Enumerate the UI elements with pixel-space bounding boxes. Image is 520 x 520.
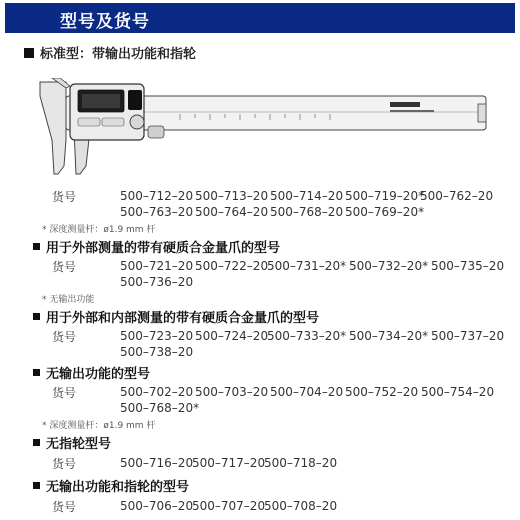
item-code: 500–731–20* bbox=[267, 259, 347, 273]
item-code: 500–707–20 bbox=[192, 499, 266, 513]
section-title-text: 无指轮型号 bbox=[46, 437, 112, 452]
header-bar bbox=[5, 3, 515, 33]
item-code: 500–768–20 bbox=[270, 205, 344, 219]
codes-row-1 bbox=[120, 384, 494, 400]
item-number-label: 货号 bbox=[52, 260, 77, 274]
item-code: 500–719–20* bbox=[345, 189, 425, 203]
main-section-title-text: 标准型：带输出功能和指轮 bbox=[40, 47, 197, 62]
section-title bbox=[33, 433, 111, 452]
section-title-text: 用于外部测量的带有硬质合金量爪的型号 bbox=[46, 241, 281, 256]
item-code: 500–736–20 bbox=[120, 275, 194, 289]
item-code: 500–768–20* bbox=[120, 401, 200, 415]
footnote: * 无输出功能 bbox=[42, 295, 95, 305]
item-code: 500–763–20 bbox=[120, 205, 194, 219]
item-code: 500–734–20* bbox=[349, 329, 429, 343]
item-code: 500–737–20 bbox=[431, 329, 505, 343]
item-code: 500–703–20 bbox=[195, 385, 269, 399]
main-section-title bbox=[24, 43, 196, 62]
item-code: 500–702–20 bbox=[120, 385, 194, 399]
caliper-image bbox=[30, 78, 490, 178]
main-codes bbox=[120, 188, 493, 220]
item-number-label: 货号 bbox=[52, 457, 77, 471]
square-bullet-icon bbox=[33, 243, 40, 250]
item-code: 500–762–20 bbox=[420, 189, 494, 203]
codes-row-2 bbox=[120, 274, 504, 290]
item-code: 500–706–20 bbox=[120, 499, 194, 513]
item-code: 500–769–20* bbox=[345, 205, 425, 219]
item-number-label: 货号 bbox=[52, 190, 77, 204]
item-code: 500–708–20 bbox=[264, 499, 338, 513]
codes-row-1 bbox=[120, 258, 504, 274]
item-code: 500–716–20 bbox=[120, 456, 194, 470]
page-title: 型号及货号 bbox=[60, 12, 150, 32]
item-code: 500–732–20* bbox=[349, 259, 429, 273]
item-code: 500–714–20 bbox=[270, 189, 344, 203]
square-bullet-icon bbox=[33, 482, 40, 489]
codes-row-1 bbox=[120, 328, 504, 344]
section-codes bbox=[120, 455, 337, 471]
section-title bbox=[33, 307, 319, 326]
square-bullet-icon bbox=[24, 48, 34, 58]
item-code: 500–721–20 bbox=[120, 259, 194, 273]
item-code: 500–738–20 bbox=[120, 345, 194, 359]
section-title-text: 无输出功能和指轮的型号 bbox=[46, 480, 190, 495]
codes-row-1 bbox=[120, 498, 337, 514]
item-code: 500–754–20 bbox=[421, 385, 495, 399]
codes-row-1 bbox=[120, 188, 493, 204]
item-code: 500–713–20 bbox=[195, 189, 269, 203]
square-bullet-icon bbox=[33, 313, 40, 320]
codes-row-1 bbox=[120, 455, 337, 471]
codes-row-2 bbox=[120, 204, 493, 220]
section-codes bbox=[120, 258, 504, 290]
item-number-label: 货号 bbox=[52, 330, 77, 344]
item-code: 500–718–20 bbox=[264, 456, 338, 470]
item-code: 500–704–20 bbox=[270, 385, 344, 399]
item-code: 500–712–20 bbox=[120, 189, 194, 203]
item-code: 500–735–20 bbox=[431, 259, 505, 273]
item-number-label: 货号 bbox=[52, 500, 77, 514]
footnote: * 深度测量杆：ø1.9 mm 杆 bbox=[42, 421, 156, 431]
section-title bbox=[33, 476, 189, 495]
section-title bbox=[33, 363, 150, 382]
codes-row-2 bbox=[120, 400, 494, 416]
item-code: 500–733–20* bbox=[267, 329, 347, 343]
square-bullet-icon bbox=[33, 369, 40, 376]
item-code: 500–752–20 bbox=[345, 385, 419, 399]
section-title-text: 无输出功能的型号 bbox=[46, 367, 151, 382]
codes-row-2 bbox=[120, 344, 504, 360]
item-code: 500–723–20 bbox=[120, 329, 194, 343]
square-bullet-icon bbox=[33, 439, 40, 446]
section-codes bbox=[120, 498, 337, 514]
item-code: 500–722–20 bbox=[195, 259, 269, 273]
section-codes bbox=[120, 384, 494, 416]
item-code: 500–724–20 bbox=[195, 329, 269, 343]
footnote: * 深度测量杆：ø1.9 mm 杆 bbox=[42, 225, 156, 235]
item-code: 500–764–20 bbox=[195, 205, 269, 219]
section-title bbox=[33, 237, 280, 256]
section-title-text: 用于外部和内部测量的带有硬质合金量爪的型号 bbox=[46, 311, 320, 326]
item-number-label: 货号 bbox=[52, 386, 77, 400]
section-codes bbox=[120, 328, 504, 360]
item-code: 500–717–20 bbox=[192, 456, 266, 470]
